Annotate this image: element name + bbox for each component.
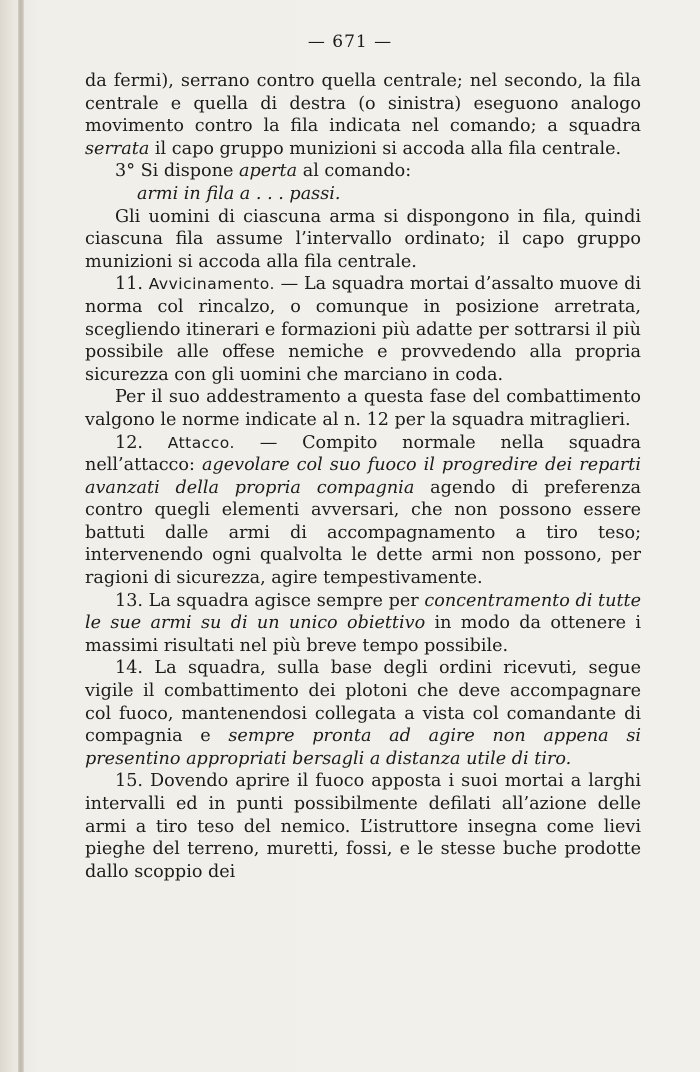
section-heading: Attacco. xyxy=(167,433,235,452)
paragraph xyxy=(85,590,641,658)
section-heading: Avvicinamento. xyxy=(148,275,275,294)
text-run: — Compito normale nella squadra nell’attacco: xyxy=(85,432,641,476)
paragraph xyxy=(85,386,641,431)
text-run: il capo gruppo munizioni si accoda alla fila centrale. xyxy=(149,138,622,159)
italic-text: concentramento di tutte le sue armi su di un unico obiettivo xyxy=(85,590,641,634)
italic-text: agevolare col suo fuoco il progredire dei reparti avanzati della propria compagnia xyxy=(85,455,641,498)
paragraph xyxy=(85,770,641,883)
page-gutter xyxy=(18,0,24,1072)
text-run: agendo di preferenza contro quegli elementi avversari, che non possono essere battuti dalle armi di accompagnamento a tiro teso; intervenendo ogni qualvolta le dette armi non possono, per ragioni di sicurezza, agire tempestivamente. xyxy=(85,477,642,589)
paragraph xyxy=(85,70,641,160)
paragraph xyxy=(85,206,641,274)
italic-text: aperta xyxy=(238,161,298,182)
text-run: da fermi), serrano contro quella centrale; nel secondo, la fila centrale e quella di destra (o sinistra) eseguono analogo movimento contro la fila indicata nel comando; a squadra xyxy=(85,71,641,137)
text-run: 13. La squadra agisce sempre per xyxy=(115,590,425,611)
text-run: 3° Si dispone xyxy=(115,161,239,182)
text-run: — La squadra mortai d’assalto muove di norma col rincalzo, o comunque in posizione arretrata, scegliendo itinerari e formazioni più adatte per sottrarsi il più possibile alle offese nemiche e provvedendo alla propria sicurezza con gli uomini che marciano in coda. xyxy=(85,274,641,385)
paragraph xyxy=(85,657,641,770)
text-run: 11. xyxy=(115,274,149,295)
text-run: 14. La squadra, sulla base degli ordini ricevuti, segue vigile il combattimento dei plotoni che deve accompagnare col fuoco, mantenendosi collegata a vista col comandante di compagnia e xyxy=(85,658,641,747)
text-run: Gli uomini di ciascuna arma si dispongono in fila, quindi ciascuna fila assume l’intervallo ordinato; il capo gruppo munizioni si accoda alla fila centrale. xyxy=(85,206,641,272)
italic-text: armi in fila a . . . passi. xyxy=(137,183,341,204)
text-run: Per il suo addestramento a questa fase del combattimento valgono le norme indicate al n. 12 per la squadra mitraglieri. xyxy=(85,387,641,430)
text-run: in modo da ottenere i massimi risultati nel più breve tempo possibile. xyxy=(85,613,641,656)
paragraph xyxy=(85,160,641,183)
paragraph xyxy=(85,432,641,590)
paragraph xyxy=(85,273,641,386)
paragraph xyxy=(85,183,641,206)
text-run: al comando: xyxy=(297,161,412,182)
body-text xyxy=(85,70,641,883)
text-run: 12. xyxy=(115,432,168,453)
page-number: — 671 — xyxy=(307,32,393,52)
italic-text: serrata xyxy=(85,138,150,159)
text-run: 15. Dovendo aprire il fuoco apposta i suoi mortai a larghi intervalli ed in punti possibilmente defilati all’azione delle armi a tiro teso del nemico. L’istruttore insegna come lievi pieghe del terreno, muretti, fossi, e le stesse buche prodotte dallo scoppio dei xyxy=(85,771,641,882)
italic-text: sempre pronta ad agire non appena si presentino appropriati bersagli a distanza utile di tiro. xyxy=(85,726,642,769)
